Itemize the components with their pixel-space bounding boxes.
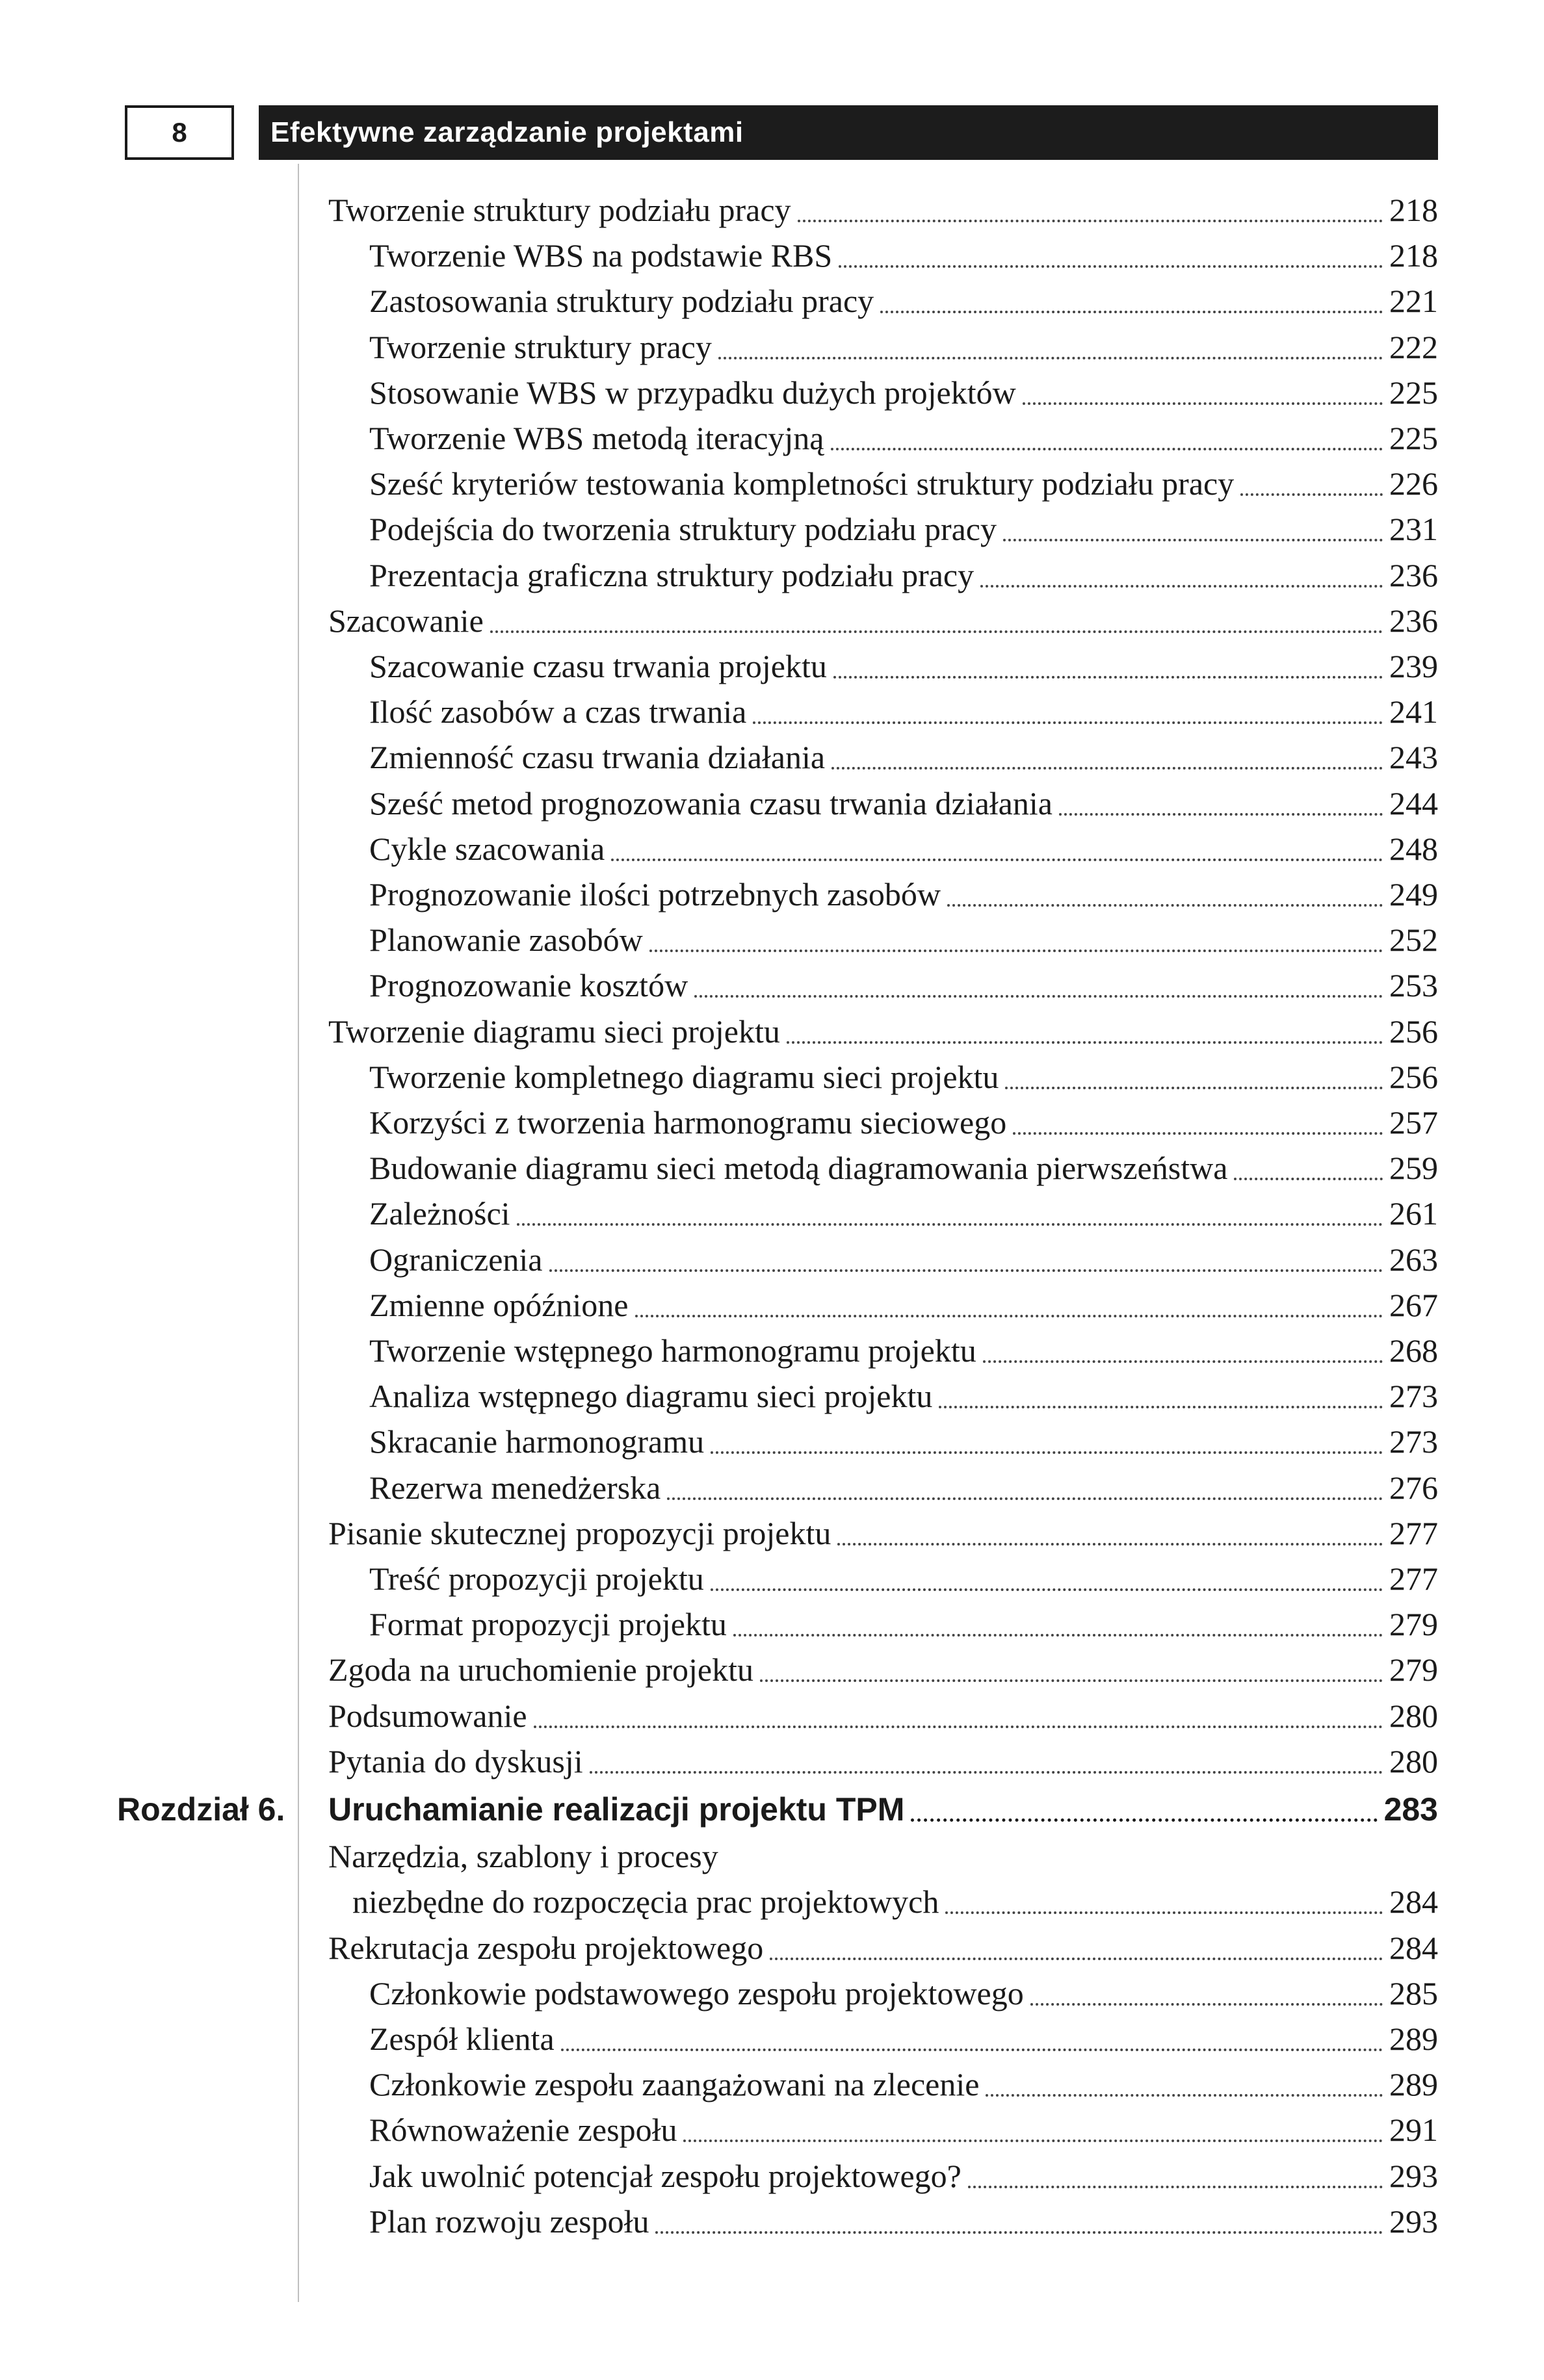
toc-entry [369,552,1438,598]
toc-entry-page: 236 [1389,557,1438,593]
toc-entry-title: Skracanie harmonogramu [369,1423,705,1460]
toc-entry-page: 221 [1389,283,1438,319]
toc-entry-title: Rekrutacja zespołu projektowego [328,1930,764,1966]
toc-entry-page: 277 [1389,1515,1438,1551]
toc-entry-title: Zmienne opóźnione [369,1287,629,1323]
dot-leader [655,2231,1383,2234]
toc-entry-page: 226 [1389,465,1438,502]
dot-leader [980,585,1383,588]
page-number: 8 [125,105,234,160]
dot-leader [1240,493,1383,496]
chapter-heading [117,1787,1438,1832]
toc-entry-page: 280 [1389,1698,1438,1734]
dot-leader [880,311,1383,313]
toc-entry [328,1833,1438,1879]
toc-entry-title: Członkowie zespołu zaangażowani na zlecenie [369,2066,980,2102]
dot-leader [787,1041,1383,1044]
toc-entry-page: 284 [1389,1883,1438,1920]
toc-entry-page: 256 [1389,1013,1438,1050]
toc-entry-title: Podejścia do tworzenia struktury podziału pracy [369,511,997,547]
toc-entry-title: Zespół klienta [369,2021,555,2057]
toc-entry-title: Szacowanie czasu trwania projektu [369,648,827,684]
toc-entry-page: 243 [1389,739,1438,775]
toc-entry-title: Członkowie podstawowego zespołu projektowego [369,1975,1024,2011]
toc-entry [369,1556,1438,1601]
dot-leader [911,1818,1377,1822]
toc-entry [369,2107,1438,2153]
toc-entry-title: Zgoda na uruchomienie projektu [328,1651,753,1688]
toc-entry-title: niezbędne do rozpoczęcia prac projektowych [352,1883,939,1920]
dot-leader [549,1269,1383,1272]
toc-entry-page: 284 [1389,1930,1438,1966]
toc-entry-page: 276 [1389,1469,1438,1506]
toc-entry [369,1328,1438,1373]
dot-leader [939,1406,1383,1408]
toc-entry-page: 231 [1389,511,1438,547]
toc-entry-title: Narzędzia, szablony i procesy [328,1838,718,1874]
toc-entry-title: Zależności [369,1195,510,1232]
toc-entry [328,1647,1438,1692]
toc-entry-page: 244 [1389,785,1438,821]
dot-leader [983,1360,1383,1363]
toc-entry-title: Prezentacja graficzna struktury podziału pracy [369,557,975,593]
dot-leader [839,265,1383,268]
toc-entry [369,2153,1438,2199]
toc-entry-page: 263 [1389,1241,1438,1278]
toc-entry-title: Zastosowania struktury podziału pracy [369,283,874,319]
dot-leader [711,1588,1383,1591]
toc-entry-title: Zmienność czasu trwania działania [369,739,826,775]
dot-leader [517,1223,1383,1226]
margin-rule [298,164,299,2302]
dot-leader [590,1771,1383,1774]
toc-entry [369,826,1438,872]
toc-entry-title: Format propozycji projektu [369,1606,727,1642]
toc-entry-page: 289 [1389,2021,1438,2057]
toc-entry [369,643,1438,689]
dot-leader [837,1543,1383,1546]
toc-entry-page: 225 [1389,420,1438,456]
toc-entry-page: 236 [1389,602,1438,639]
dot-leader [667,1497,1383,1500]
dot-leader [1059,813,1383,816]
toc-entry-title: Planowanie zasobów [369,922,643,958]
dot-leader [611,859,1383,861]
toc-entry-page: 249 [1389,876,1438,912]
toc-entry [369,872,1438,917]
dot-leader [753,721,1383,724]
dot-leader [718,357,1383,359]
toc-entry-title: Tworzenie diagramu sieci projektu [328,1013,780,1050]
toc-entry-title: Analiza wstępnego diagramu sieci projektu [369,1378,933,1414]
toc-entry [369,1054,1438,1100]
chapter-title: Uruchamianie realizacji projektu TPM [328,1791,905,1828]
toc-entry [328,1693,1438,1739]
toc-entry [369,963,1438,1008]
running-header [259,105,1438,160]
toc-entry-title: Ograniczenia [369,1241,543,1278]
dot-leader [490,630,1383,633]
toc-entry [369,1419,1438,1464]
toc-entry-title: Równoważenie zespołu [369,2112,677,2148]
toc-entry [369,1191,1438,1236]
toc-entry [369,1100,1438,1145]
dot-leader [986,2094,1383,2097]
toc-entry [369,1145,1438,1191]
toc-entry [369,781,1438,826]
toc-entry [369,461,1438,506]
dot-leader [770,1958,1383,1960]
dot-leader [649,950,1383,952]
toc-entry [328,187,1438,233]
toc-entry [328,1510,1438,1556]
dot-leader [833,676,1383,679]
toc-entry [369,233,1438,278]
dot-leader [683,2140,1383,2142]
dot-leader [1003,539,1383,541]
toc-entry-page: 239 [1389,648,1438,684]
toc-entry-title: Stosowanie WBS w przypadku dużych projektów [369,374,1016,411]
toc-entry [369,2062,1438,2107]
toc-entry [328,598,1438,643]
toc-entry-title: Budowanie diagramu sieci metodą diagramowania pierwszeństwa [369,1150,1228,1186]
toc-entry-page: 225 [1389,374,1438,411]
toc-entry [369,324,1438,370]
toc-entry [369,278,1438,324]
toc-entry [369,1465,1438,1510]
toc-entry-page: 289 [1389,2066,1438,2102]
toc-entry-title: Cykle szacowania [369,831,605,867]
toc-entry-title: Jak uwolnić potencjał zespołu projektowego? [369,2158,962,2194]
toc-entry-title: Szacowanie [328,602,484,639]
dot-leader [945,1911,1383,1914]
toc-entry-continued [352,1879,1438,1924]
toc-entry-title: Pytania do dyskusji [328,1743,583,1779]
toc-entry-page: 291 [1389,2112,1438,2148]
toc-entry-title: Ilość zasobów a czas trwania [369,693,747,730]
dot-leader [1005,1087,1383,1089]
toc-entry [369,2016,1438,2062]
toc-entry-page: 277 [1389,1560,1438,1597]
toc-entry [369,1237,1438,1282]
toc-entry-title: Korzyści z tworzenia harmonogramu sieciowego [369,1104,1007,1141]
dot-leader [711,1451,1383,1454]
toc-entry-page: 218 [1389,192,1438,228]
dot-leader [831,767,1383,770]
toc-entry-page: 279 [1389,1606,1438,1642]
toc-entry-title: Sześć metod prognozowania czasu trwania działania [369,785,1053,821]
toc-entry-page: 273 [1389,1378,1438,1414]
toc-entry-page: 253 [1389,967,1438,1003]
dot-leader [968,2186,1383,2188]
dot-leader [1013,1132,1383,1135]
dot-leader [947,904,1383,907]
dot-leader [1023,402,1383,405]
toc-entry [328,1739,1438,1784]
dot-leader [561,2049,1383,2051]
toc-entry-page: 257 [1389,1104,1438,1141]
toc-entry [369,917,1438,963]
dot-leader [534,1726,1383,1728]
toc-entry-page: 285 [1389,1975,1438,2011]
toc-entry-page: 279 [1389,1651,1438,1688]
toc-entry [369,1282,1438,1328]
toc-entry-title: Plan rozwoju zespołu [369,2203,649,2240]
toc-entry-title: Tworzenie struktury pracy [369,329,712,365]
toc-entry [369,506,1438,552]
toc-entry-title: Sześć kryteriów testowania kompletności struktury podziału pracy [369,465,1235,502]
toc-entry [328,1925,1438,1971]
toc-entry-title: Tworzenie kompletnego diagramu sieci projektu [369,1059,999,1095]
toc-entry [369,1601,1438,1647]
toc-entry-title: Prognozowanie ilości potrzebnych zasobów [369,876,941,912]
toc-entry-page: 256 [1389,1059,1438,1095]
toc-entry [328,1009,1438,1054]
dot-leader [635,1315,1383,1317]
toc-entry [369,734,1438,780]
toc-entry-title: Rezerwa menedżerska [369,1469,661,1506]
dot-leader [760,1679,1383,1682]
toc-entry-title: Tworzenie struktury podziału pracy [328,192,791,228]
dot-leader [798,220,1383,222]
toc-entry [369,1373,1438,1419]
toc-entry-title: Treść propozycji projektu [369,1560,704,1597]
toc-entry-page: 222 [1389,329,1438,365]
toc-entry-title: Tworzenie WBS na podstawie RBS [369,237,833,274]
toc-entry [369,2199,1438,2244]
chapter-page: 283 [1383,1791,1438,1828]
chapter-label: Rozdział 6. [117,1791,285,1828]
toc-entry-title: Tworzenie WBS metodą iteracyjną [369,420,824,456]
toc-entry-page: 259 [1389,1150,1438,1186]
toc-entry-page: 293 [1389,2203,1438,2240]
dot-leader [1234,1178,1383,1180]
toc-entry-page: 280 [1389,1743,1438,1779]
dot-leader [733,1634,1383,1636]
toc-entry-page: 252 [1389,922,1438,958]
toc-entry-title: Prognozowanie kosztów [369,967,688,1003]
dot-leader [694,995,1383,998]
toc-entry-title: Pisanie skutecznej propozycji projektu [328,1515,831,1551]
toc-entry-page: 293 [1389,2158,1438,2194]
toc-entry [369,689,1438,734]
toc-entry-page: 241 [1389,693,1438,730]
dot-leader [1030,2003,1383,2006]
running-header-title: Efektywne zarządzanie projektami [270,116,744,148]
toc-entry [369,1971,1438,2016]
toc-entry-page: 261 [1389,1195,1438,1232]
toc-entry-page: 248 [1389,831,1438,867]
toc-entry-page: 267 [1389,1287,1438,1323]
toc-entry-page: 218 [1389,237,1438,274]
toc-entry-title: Podsumowanie [328,1698,527,1734]
toc-entry-page: 268 [1389,1332,1438,1369]
dot-leader [831,448,1383,450]
toc-entry [369,370,1438,415]
toc-entry [369,415,1438,461]
toc-entry-title: Tworzenie wstępnego harmonogramu projektu [369,1332,976,1369]
toc-entry-page: 273 [1389,1423,1438,1460]
